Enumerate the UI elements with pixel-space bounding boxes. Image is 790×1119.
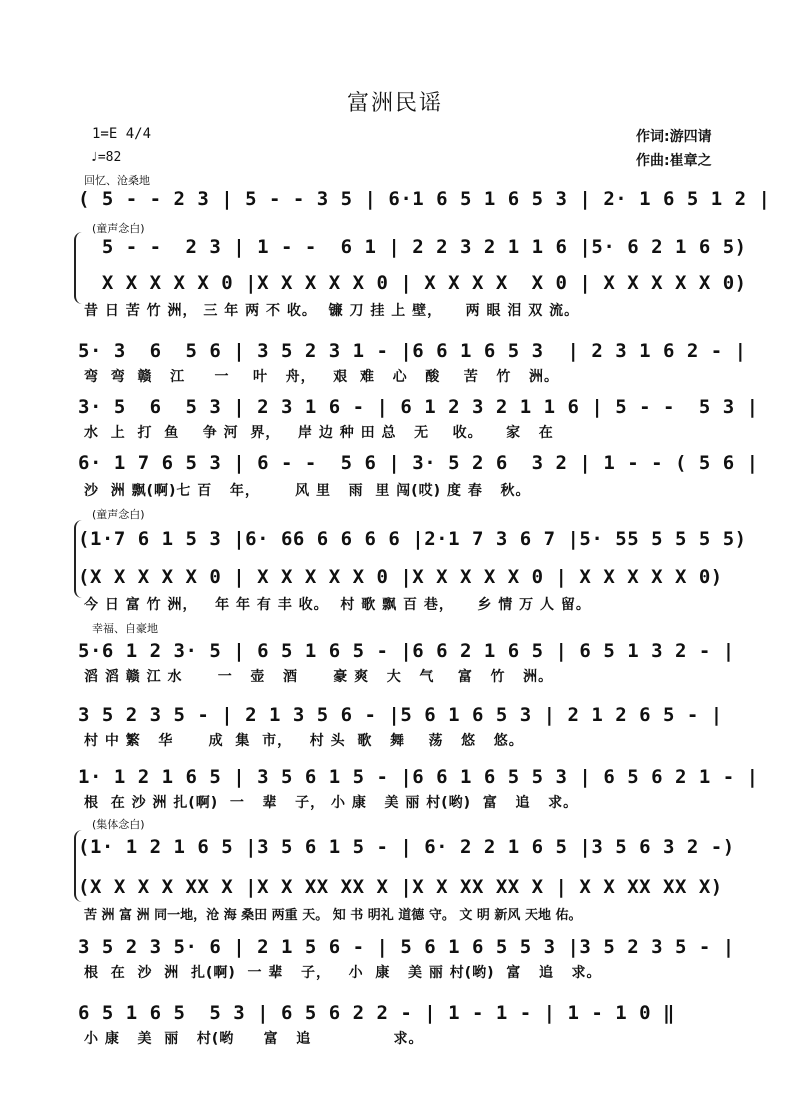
score-row: 3· 5 6 5 3 | 2 3 1 6 - | 6 1 2 3 2 1 1 6 | 5 - - 5 3 | [78, 396, 759, 418]
score-row: 6 5 1 6 5 5 3 | 6 5 6 2 2 - | 1 - 1 - | 1 - 1 0 ‖ [78, 1002, 675, 1024]
tempo-marking: ♩=82 [90, 150, 122, 165]
lyric-row: 滔 滔 赣 江 水 一 壶 酒 豪 爽 大 气 富 竹 洲。 [84, 669, 554, 685]
score-row: 5 - - 2 3 | 1 - - 6 1 | 2 2 3 2 1 1 6 |5· 6 2 1 6 5) [78, 236, 747, 258]
lyricist-credit: 作词:游四请 [636, 129, 712, 145]
score-row: 3 5 2 3 5 - | 2 1 3 5 6 - |5 6 1 6 5 3 | 2 1 2 6 5 - | [78, 704, 723, 726]
score-row: 3 5 2 3 5· 6 | 2 1 5 6 - | 5 6 1 6 5 5 3 |3 5 2 3 5 - | [78, 936, 735, 958]
lyric-row: 根 在 沙 洲 扎(啊) 一 辈 子， 小 康 美 丽 村(哟) 富 追 求。 [84, 795, 579, 811]
lyric-row: 昔 日 苦 竹 洲， 三 年 两 不 收。 镰 刀 挂 上 壁， 两 眼 泪 双 流。 [84, 303, 580, 319]
song-title: 富洲民谣 [346, 91, 443, 116]
lyric-row: 苦 洲 富 洲 同一地，沧 海 桑田 两重 天。 知 书 明礼 道德 守。 文 明 新风 天地 佑。 [84, 908, 582, 923]
lyric-row: 沙 洲 飘(啊)七 百 年， 风 里 雨 里 闯(哎) 度 春 秋。 [84, 483, 531, 499]
lyric-row: 小 康 美 丽 村(哟 富 追 求。 [84, 1031, 424, 1047]
lyric-row: 根 在 沙 洲 扎(啊) 一 辈 子， 小 康 美 丽 村(哟) 富 追 求。 [84, 965, 602, 981]
score-row: 1· 1 2 1 6 5 | 3 5 6 1 5 - |6 6 1 6 5 5 3 | 6 5 6 2 1 - | [78, 766, 759, 788]
score-row: 5· 3 6 5 6 | 3 5 2 3 1 - |6 6 1 6 5 3 | 2 3 1 6 2 - | [78, 340, 747, 362]
lyric-row: 水 上 打 鱼 争 河 界， 岸 边 种 田 总 无 收。 家 在 [84, 425, 554, 441]
expression-label: 幸福、自豪地 [92, 622, 158, 635]
lyric-row: 村 中 繁 华 成 集 市， 村 头 歌 舞 荡 悠 悠。 [84, 733, 524, 749]
expression-label: 回忆、沧桑地 [84, 174, 150, 187]
score-row: 5·6 1 2 3· 5 | 6 5 1 6 5 - |6 6 2 1 6 5 | 6 5 1 3 2 - | [78, 640, 735, 662]
rhythm-row: (X X X X X 0 | X X X X X 0 |X X X X X 0 | X X X X X 0) [78, 566, 723, 588]
score-row: 6· 1 7 6 5 3 | 6 - - 5 6 | 3· 5 2 6 3 2 | 1 - - ( 5 6 | [78, 452, 759, 474]
narration-label: (童声念白) [92, 508, 145, 521]
key-signature: 1=E 4/4 [92, 126, 152, 142]
score-row: (1· 1 2 1 6 5 |3 5 6 1 5 - | 6· 2 2 1 6 5 |3 5 6 3 2 -) [78, 836, 735, 858]
composer-credit: 作曲:崔章之 [636, 153, 712, 169]
score-row: ( 5 - - 2 3 | 5 - - 3 5 | 6·1 6 5 1 6 5 3 | 2· 1 6 5 1 2 | [78, 188, 771, 210]
rhythm-row: (X X X X XX X |X X XX XX X |X X XX XX X | X X XX XX X) [78, 876, 723, 898]
score-row: (1·7 6 1 5 3 |6· 66 6 6 6 6 |2·1 7 3 6 7 |5· 55 5 5 5 5) [78, 528, 747, 550]
rhythm-row: X X X X X 0 |X X X X X 0 | X X X X X 0 | X X X X X 0) [78, 272, 747, 294]
narration-label: (童声念白) [92, 222, 145, 235]
narration-label: (集体念白) [92, 818, 145, 831]
lyric-row: 今 日 富 竹 洲， 年 年 有 丰 收。 村 歌 飘 百 巷， 乡 情 万 人 留。 [84, 597, 591, 613]
lyric-row: 弯 弯 赣 江 一 叶 舟， 艰 难 心 酸 苦 竹 洲。 [84, 369, 559, 385]
